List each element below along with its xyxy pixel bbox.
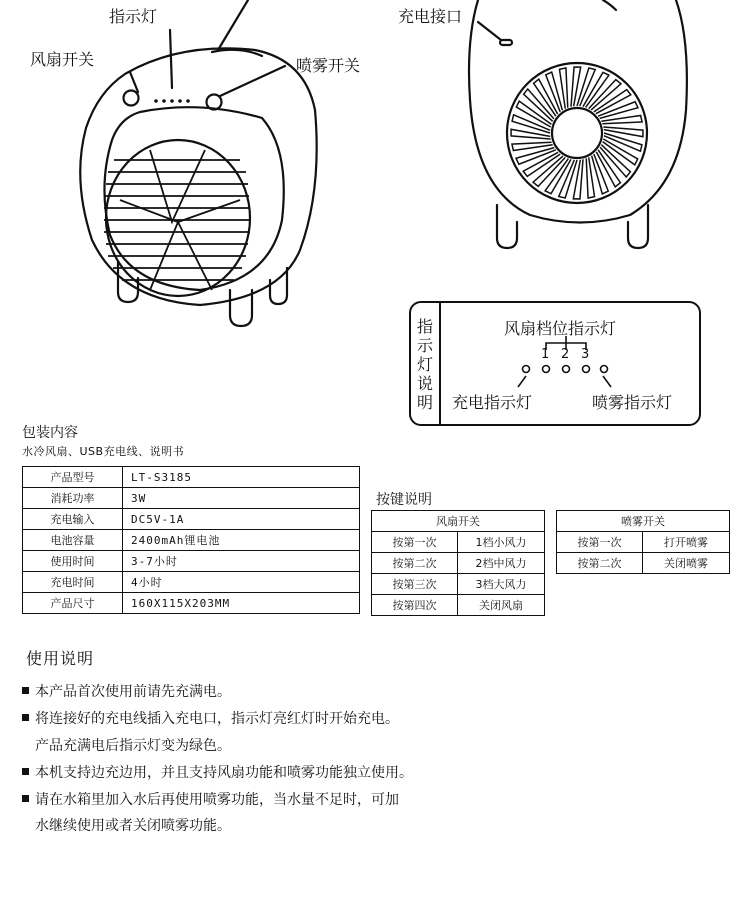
spec-label: 电池容量 <box>23 530 123 551</box>
spec-row <box>23 509 360 530</box>
legend-side-char: 灯 <box>416 355 433 374</box>
key-press: 按第四次 <box>372 595 458 616</box>
fan-key-table <box>371 510 545 616</box>
bullet-square-icon <box>22 795 29 802</box>
key-result: 1档小风力 <box>458 532 545 553</box>
spec-label: 使用时间 <box>23 551 123 572</box>
legend-side-char: 明 <box>416 393 433 412</box>
spec-label: 消耗功率 <box>23 488 123 509</box>
legend-side-char: 指 <box>416 317 433 336</box>
spec-label: 充电输入 <box>23 509 123 530</box>
key-result: 关闭喷雾 <box>643 553 730 574</box>
key-press: 按第二次 <box>557 553 643 574</box>
indicator-leader <box>170 30 172 88</box>
bullet-square-icon <box>22 714 29 721</box>
spec-row <box>23 488 360 509</box>
usage-line <box>22 762 413 782</box>
spray-key-row <box>557 553 730 574</box>
fan-blade <box>600 145 630 177</box>
spec-value: 3-7小时 <box>123 551 360 572</box>
spray-key-row <box>557 532 730 553</box>
spray-key-table <box>556 510 730 574</box>
back-leg-right <box>628 205 648 248</box>
fan-key-row <box>372 574 545 595</box>
usage-line <box>35 735 231 755</box>
back-top-leader <box>603 0 616 10</box>
spec-value: 2400mAh锂电池 <box>123 530 360 551</box>
spec-label: 产品尺寸 <box>23 593 123 614</box>
label-fan-switch: 风扇开关 <box>30 50 95 69</box>
label-indicator: 指示灯 <box>109 7 158 26</box>
front-top-leader <box>218 0 248 50</box>
back-fan-blades <box>511 67 643 199</box>
label-charging-port: 充电接口 <box>398 7 463 26</box>
fan-switch-leader <box>130 72 138 92</box>
keys-title: 按键说明 <box>376 492 432 508</box>
spec-row <box>23 593 360 614</box>
spray-switch-leader <box>220 66 285 96</box>
usage-text: 将连接好的充电线插入充电口，指示灯亮红灯时开始充电。 <box>35 711 399 727</box>
usage-line <box>22 681 231 701</box>
package-contents: 水冷风扇、USB充电线、说明书 <box>22 445 185 458</box>
spec-value: 4小时 <box>123 572 360 593</box>
fan-key-row <box>372 553 545 574</box>
legend-level-2: 2 <box>561 347 570 362</box>
spec-row <box>23 551 360 572</box>
key-result: 关闭风扇 <box>458 595 545 616</box>
label-spray-switch: 喷雾开关 <box>296 56 361 75</box>
usage-text: 本产品首次使用前请先充满电。 <box>35 684 231 700</box>
spec-value: 160X115X203MM <box>123 593 360 614</box>
usage-text: 产品充满电后指示灯变为绿色。 <box>35 738 231 754</box>
bullet-square-icon <box>22 687 29 694</box>
legend-side-char: 说 <box>416 374 433 393</box>
usage-text: 请在水箱里加入水后再使用喷雾功能，当水量不足时，可加 <box>35 792 399 808</box>
legend-charge-label: 充电指示灯 <box>452 393 533 412</box>
spec-value: 3W <box>123 488 360 509</box>
legend-level-3: 3 <box>581 347 590 362</box>
legend-side-char: 示 <box>416 336 433 355</box>
key-press: 按第二次 <box>372 553 458 574</box>
charging-port-leader <box>478 22 501 40</box>
back-body-outline <box>469 0 687 223</box>
spray-key-header: 喷雾开关 <box>557 511 730 532</box>
back-leg-left <box>497 205 517 248</box>
front-grille-outline <box>106 140 250 296</box>
usage-text: 水继续使用或者关闭喷雾功能。 <box>35 818 231 834</box>
bullet-square-icon <box>22 768 29 775</box>
fan-key-row <box>372 595 545 616</box>
legend-side-title <box>411 303 441 424</box>
package-title: 包装内容 <box>22 425 78 441</box>
spec-value: DC5V-1A <box>123 509 360 530</box>
spec-label: 产品型号 <box>23 467 123 488</box>
spec-row <box>23 467 360 488</box>
key-result: 3档大风力 <box>458 574 545 595</box>
fan-blade <box>533 156 565 186</box>
usage-line <box>22 789 399 809</box>
usage-line <box>22 708 399 728</box>
legend-fan-level-title: 风扇档位指示灯 <box>504 319 617 338</box>
spec-row <box>23 530 360 551</box>
spec-label: 充电时间 <box>23 572 123 593</box>
front-indicator-dots <box>154 99 190 103</box>
usage-title: 使用说明 <box>26 649 95 668</box>
fan-key-row <box>372 532 545 553</box>
fan-blade <box>589 80 621 110</box>
fan-key-header: 风扇开关 <box>372 511 545 532</box>
spec-row <box>23 572 360 593</box>
front-fan-switch <box>124 91 139 106</box>
key-result: 2档中风力 <box>458 553 545 574</box>
legend-level-1: 1 <box>541 347 550 362</box>
usage-text: 本机支持边充边用，并且支持风扇功能和喷雾功能独立使用。 <box>35 765 413 781</box>
key-result: 打开喷雾 <box>643 532 730 553</box>
back-fan-hub <box>552 108 602 158</box>
key-press: 按第三次 <box>372 574 458 595</box>
spec-value: LT-S3185 <box>123 467 360 488</box>
front-face-outline <box>104 107 283 290</box>
spec-table <box>22 466 360 614</box>
fan-blade <box>524 89 554 121</box>
front-grille-bars <box>104 150 250 290</box>
key-press: 按第一次 <box>372 532 458 553</box>
key-press: 按第一次 <box>557 532 643 553</box>
usage-line <box>35 815 231 835</box>
legend-spray-label: 喷雾指示灯 <box>592 393 673 412</box>
